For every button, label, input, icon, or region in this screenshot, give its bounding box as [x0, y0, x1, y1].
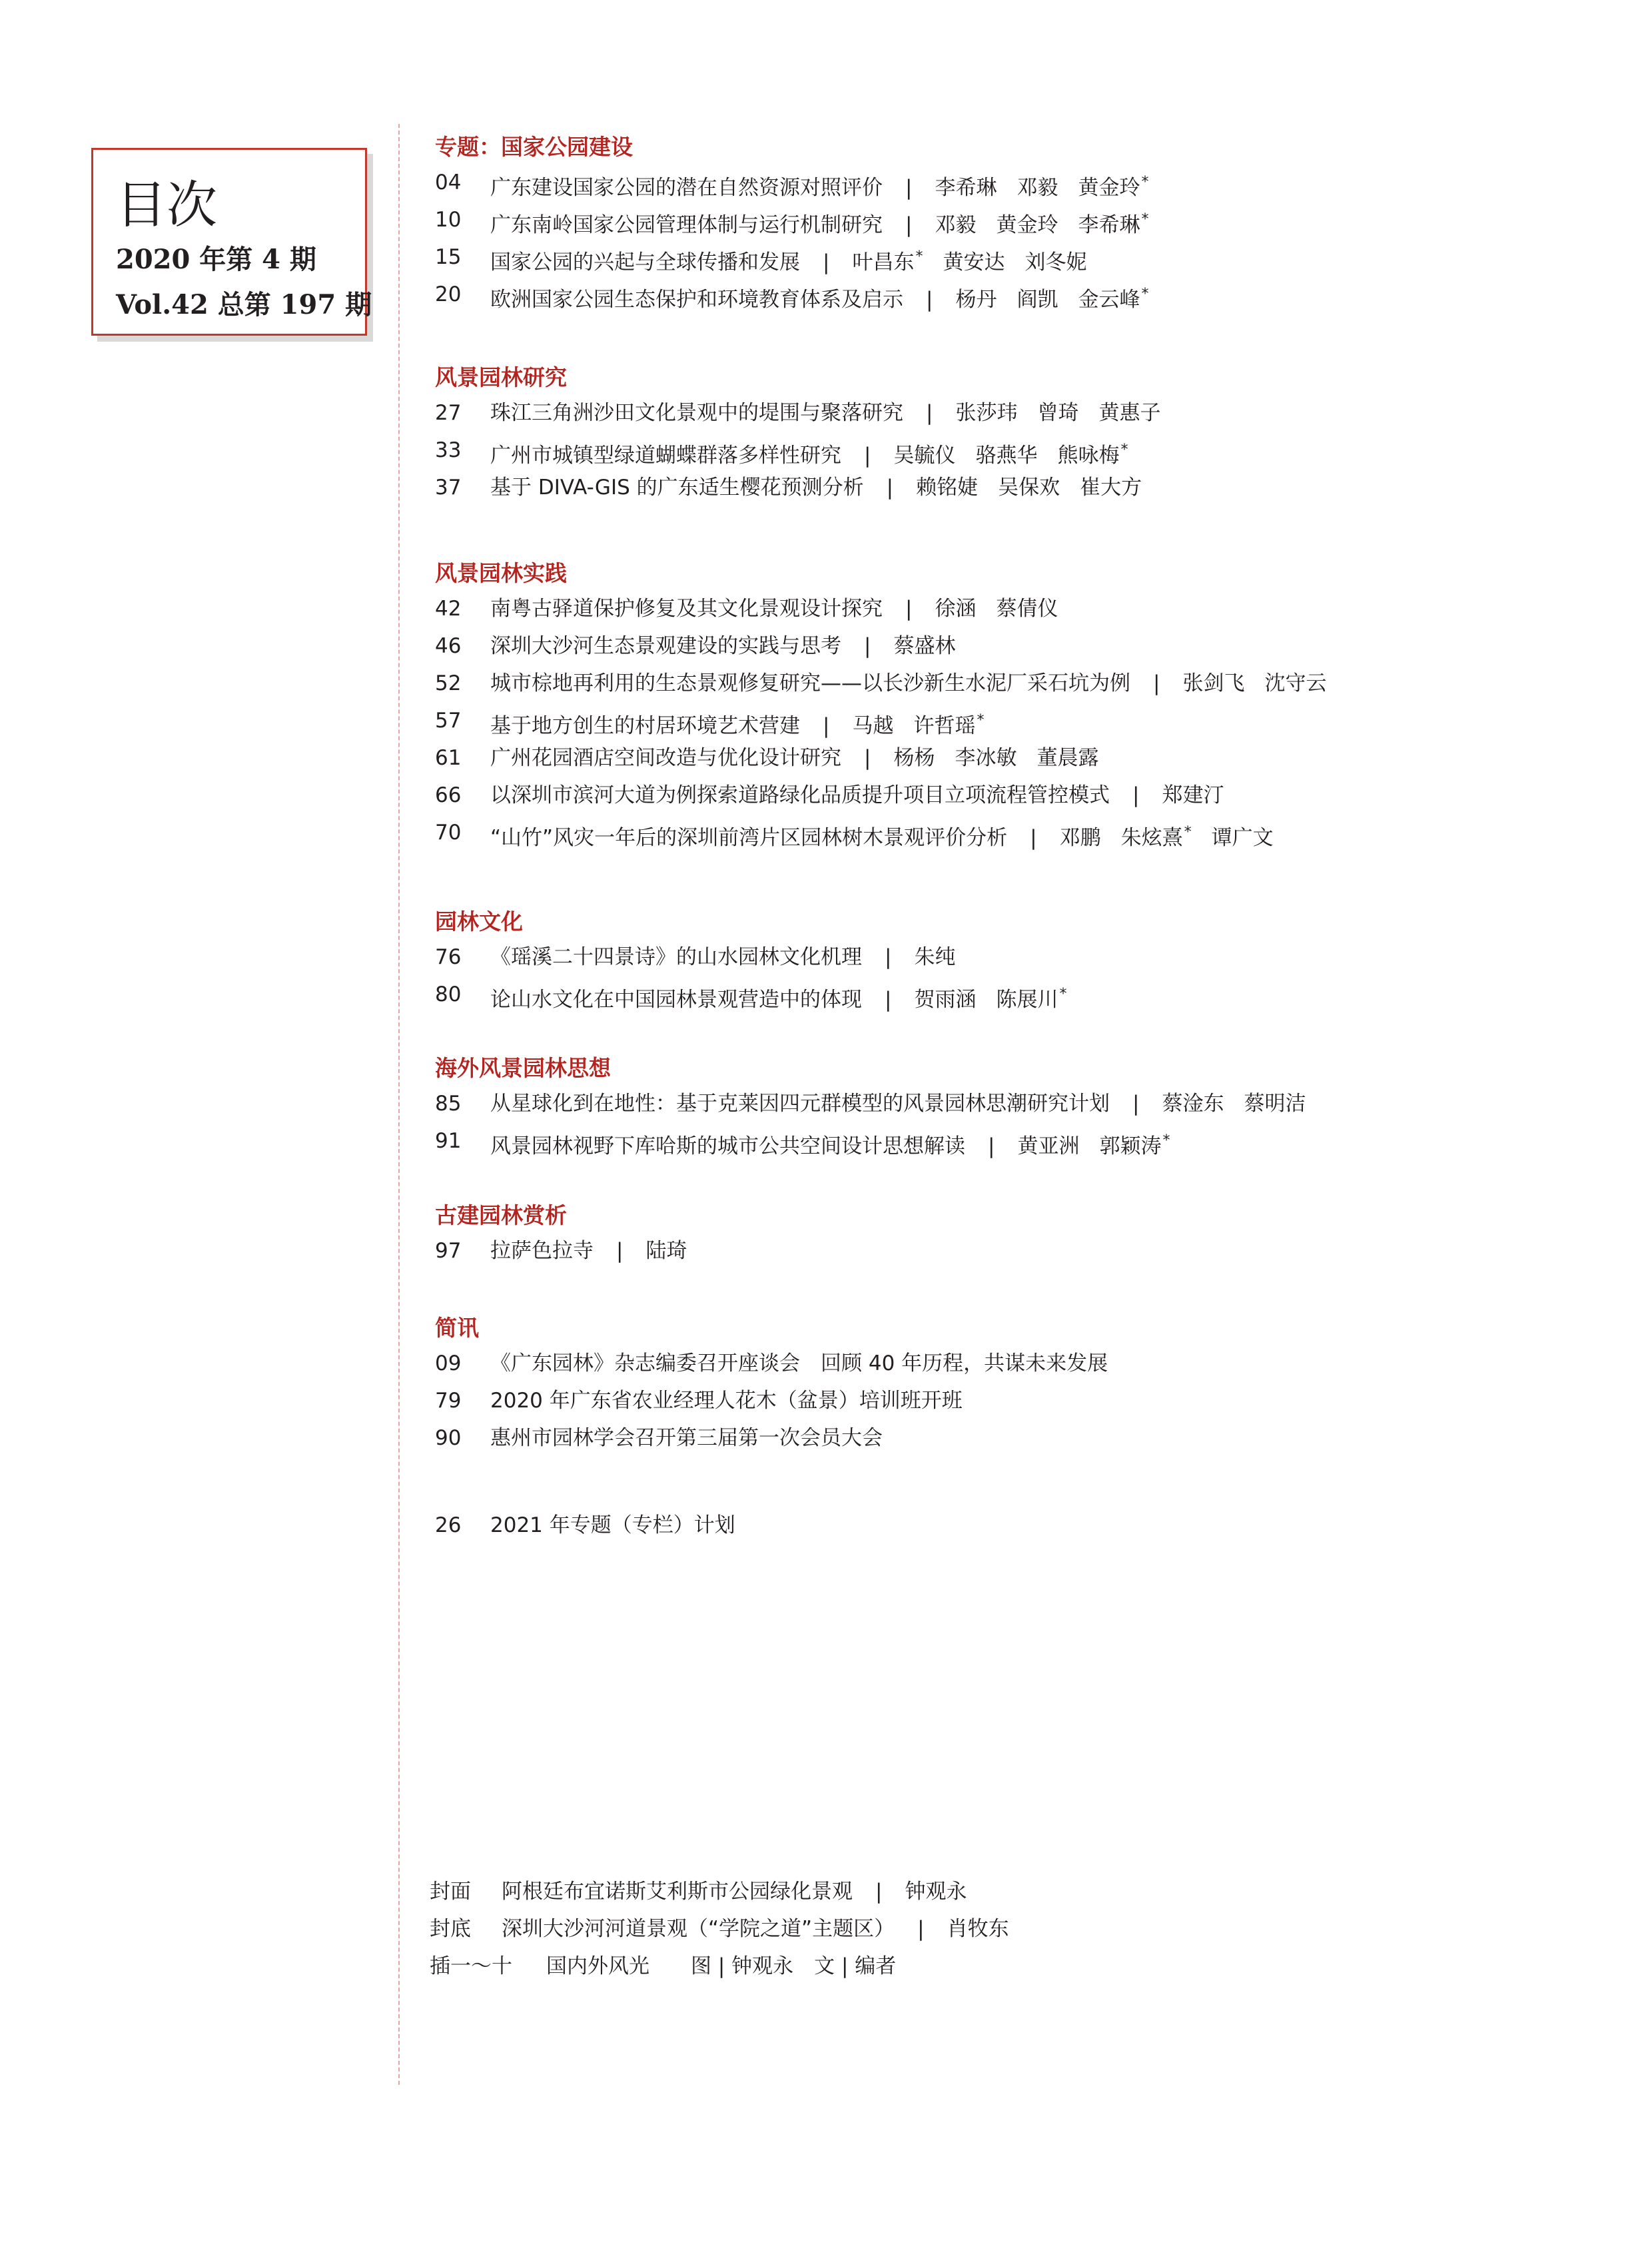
author-name: 杨杨: [893, 746, 935, 770]
credit-text: [502, 1873, 967, 1910]
article-title: [490, 627, 975, 665]
author-name: 陈展川*: [996, 986, 1067, 1012]
toc-section: [435, 131, 1634, 313]
credit-author: 钟观永: [905, 1880, 967, 1904]
page-number: 97: [435, 1239, 462, 1263]
toc-entry[interactable]: [435, 739, 1634, 777]
article-title-text: 广东建设国家公园的潜在自然资源对照评价: [490, 176, 883, 200]
toc-entry[interactable]: [435, 432, 1634, 469]
toc-entry[interactable]: [435, 201, 1634, 238]
separator-bar: |: [1132, 783, 1140, 807]
credit-label: 插一～十: [430, 1954, 512, 1978]
credit-label: 封底: [430, 1917, 471, 1941]
page-number: 91: [435, 1129, 462, 1153]
toc-section: [435, 1052, 1634, 1160]
article-title: [490, 1122, 1190, 1165]
author-name: 陆琦: [645, 1239, 687, 1263]
author-name: 蔡盛林: [893, 634, 956, 658]
page-number: 46: [435, 634, 462, 658]
author-name: 马越: [852, 714, 894, 738]
author-name: 黄惠子: [1098, 401, 1161, 425]
author-name: 崔大方: [1080, 476, 1142, 500]
toc-entry[interactable]: [435, 702, 1634, 739]
article-title: [490, 702, 1004, 745]
section-title: 风景园林研究: [435, 364, 567, 390]
separator-bar: |: [988, 1134, 995, 1158]
page-number: 70: [435, 821, 462, 845]
toc-section: [435, 1199, 1634, 1270]
article-title-text: 广州市城镇型绿道蝴蝶群落多样性研究: [490, 444, 841, 468]
separator-bar: |: [926, 288, 933, 312]
toc-entry[interactable]: [435, 976, 1634, 1013]
page-number: 57: [435, 709, 462, 733]
article-title-text: 深圳大沙河生态景观建设的实践与思考: [490, 634, 841, 658]
article-title-text: 广州花园酒店空间改造与优化设计研究: [490, 746, 841, 770]
author-name: 郭颖涛*: [1099, 1132, 1170, 1158]
page-number: 09: [435, 1351, 462, 1375]
credit-author: 肖牧东: [947, 1917, 1009, 1941]
author-name: 刘冬妮: [1025, 250, 1087, 274]
author-name: 朱纯: [914, 945, 956, 969]
article-title: [490, 777, 1244, 814]
separator-bar: |: [905, 213, 913, 237]
toc-entry[interactable]: [435, 1085, 1634, 1122]
credit-text: [502, 1910, 1009, 1948]
toc-entry[interactable]: [435, 590, 1634, 627]
article-title-text: 南粤古驿道保护修复及其文化景观设计探究: [490, 597, 883, 621]
author-name: 曾琦: [1037, 401, 1079, 425]
corresponding-author-mark: *: [1120, 442, 1128, 458]
toc-entry[interactable]: [435, 276, 1634, 313]
separator-bar: |: [616, 1239, 623, 1263]
credit-label: 封面: [430, 1880, 471, 1904]
page-number: 42: [435, 597, 462, 621]
author-name: 李希琳*: [1078, 211, 1149, 237]
page-number: 26: [435, 1513, 462, 1537]
masthead-title: 目次: [116, 175, 217, 234]
author-name: 熊咏梅*: [1057, 442, 1128, 468]
separator-bar: |: [905, 597, 913, 621]
author-name: 骆燕华: [975, 444, 1038, 468]
corresponding-author-mark: *: [1141, 211, 1149, 228]
article-title: [490, 1507, 735, 1544]
article-title-text: 以深圳市滨河大道为例探索道路绿化品质提升项目立项流程管控模式: [490, 783, 1110, 807]
author-name: 阎凯: [1017, 288, 1058, 312]
author-name: 蔡倩仪: [996, 597, 1058, 621]
article-title: [490, 1085, 1326, 1122]
page-number: 61: [435, 746, 462, 770]
dashed-divider: [398, 124, 400, 2085]
article-title-text: 基于 DIVA-GIS 的广东适生樱花预测分析: [490, 476, 864, 500]
separator-bar: |: [917, 1917, 925, 1941]
toc-section: [435, 557, 1634, 851]
toc-entry[interactable]: [435, 1507, 1634, 1544]
author-name: 黄金玲: [996, 213, 1058, 237]
author-name: 李希琳: [935, 176, 997, 200]
article-title-text: 论山水文化在中国园林景观营造中的体现: [490, 988, 862, 1012]
page-number: 20: [435, 282, 462, 306]
separator-bar: |: [823, 250, 830, 274]
page-number: 52: [435, 671, 462, 695]
toc-section: [435, 361, 1634, 506]
author-name: 徐涵: [935, 597, 977, 621]
article-title: [490, 469, 1162, 506]
author-name: 沈守云: [1264, 671, 1327, 695]
separator-bar: |: [864, 634, 871, 658]
section-title: 园林文化: [435, 909, 523, 934]
article-title: [490, 1345, 1108, 1382]
section-title: 海外风景园林思想: [435, 1055, 611, 1081]
author-name: 李冰敏: [955, 746, 1017, 770]
toc-entry[interactable]: [435, 1122, 1634, 1160]
section-title: 风景园林实践: [435, 560, 567, 586]
author-name: 蔡淦东: [1162, 1092, 1224, 1116]
corresponding-author-mark: *: [1059, 986, 1067, 1002]
author-name: 吴保欢: [998, 476, 1060, 500]
author-name: 张剑飞: [1182, 671, 1245, 695]
separator-bar: |: [864, 444, 871, 468]
author-name: 贺雨涵: [914, 988, 977, 1012]
article-title: [490, 1382, 963, 1419]
author-name: 黄金玲*: [1078, 174, 1149, 200]
article-title-text: 城市棕地再利用的生态景观修复研究——以长沙新生水泥厂采石坑为例: [490, 671, 1130, 695]
toc-entry[interactable]: [435, 1382, 1634, 1419]
article-title: [490, 739, 1118, 777]
toc-entry[interactable]: [435, 814, 1634, 851]
article-title: [490, 164, 1168, 206]
article-title: [490, 665, 1346, 702]
article-title-text: 国家公园的兴起与全球传播和发展: [490, 250, 800, 274]
toc-section: [435, 1311, 1634, 1457]
author-name: 董晨露: [1036, 746, 1099, 770]
page-number: 80: [435, 982, 462, 1006]
toc-entry[interactable]: [435, 164, 1634, 201]
page-number: 90: [435, 1426, 462, 1450]
article-title: [490, 201, 1168, 244]
toc-entry[interactable]: [435, 394, 1634, 432]
corresponding-author-mark: *: [1141, 174, 1149, 190]
toc-entry[interactable]: [435, 238, 1634, 276]
article-title: [490, 1232, 707, 1270]
credit-description: 阿根廷布宜诺斯艾利斯市公园绿化景观: [502, 1880, 853, 1904]
article-title: [490, 432, 1148, 474]
article-title: [490, 238, 1106, 281]
section-title: 简讯: [435, 1315, 479, 1341]
separator-bar: |: [1132, 1092, 1140, 1116]
corresponding-author-mark: *: [977, 712, 985, 729]
author-name: 黄安达: [943, 250, 1005, 274]
separator-bar: |: [905, 176, 913, 200]
article-title-text: 珠江三角洲沙田文化景观中的堤围与聚落研究: [490, 401, 903, 425]
separator-bar: |: [1030, 826, 1037, 850]
author-name: 赖铭婕: [916, 476, 979, 500]
article-title: [490, 814, 1294, 857]
corresponding-author-mark: *: [915, 248, 923, 265]
corresponding-author-mark: *: [1184, 824, 1192, 841]
toc-section: [435, 905, 1634, 1013]
author-name: 郑建汀: [1162, 783, 1224, 807]
article-title-text: 《广东园林》杂志编委召开座谈会 回顾 40 年历程，共谋未来发展: [490, 1351, 1108, 1375]
page-number: 10: [435, 208, 462, 232]
article-title: [490, 276, 1168, 318]
toc-entry[interactable]: [435, 627, 1634, 665]
author-name: 朱炫熹*: [1120, 824, 1192, 850]
article-title-text: 《瑶溪二十四景诗》的山水园林文化机理: [490, 945, 862, 969]
article-title-text: 2021 年专题（专栏）计划: [490, 1513, 735, 1537]
page-number: 85: [435, 1092, 462, 1116]
article-title: [490, 1419, 883, 1457]
article-title-text: 欧洲国家公园生态保护和环境教育体系及启示: [490, 288, 903, 312]
article-title-text: 拉萨色拉寺: [490, 1239, 594, 1263]
author-name: 许哲瑶*: [913, 712, 985, 738]
article-title-text: “山竹”风灾一年后的深圳前湾片区园林树木景观评价分析: [490, 826, 1008, 850]
toc-entry[interactable]: [435, 938, 1634, 976]
credit-text: [546, 1948, 896, 1985]
article-title: [490, 394, 1180, 432]
credit-description: 深圳大沙河河道景观（“学院之道”主题区）: [502, 1917, 895, 1941]
toc-entry[interactable]: [435, 1419, 1634, 1457]
author-name: 邓鹏: [1059, 826, 1101, 850]
corresponding-author-mark: *: [1162, 1132, 1170, 1149]
page-number: 79: [435, 1389, 462, 1413]
section-title: 专题：国家公园建设: [435, 134, 633, 160]
toc-entry[interactable]: [435, 469, 1634, 506]
author-name: 邓毅: [1017, 176, 1058, 200]
volume-number: Vol.42 总第 197 期: [116, 289, 372, 320]
article-title: [490, 938, 975, 976]
article-title-text: 从星球化到在地性：基于克莱因四元群模型的风景园林思潮研究计划: [490, 1092, 1110, 1116]
article-title-text: 惠州市园林学会召开第三届第一次会员大会: [490, 1426, 883, 1450]
article-title-text: 2020 年广东省农业经理人花木（盆景）培训班开班: [490, 1389, 963, 1413]
author-name: 吴毓仪: [893, 444, 956, 468]
page-number: 76: [435, 945, 462, 969]
page-number: 04: [435, 171, 462, 194]
article-title: [490, 976, 1086, 1018]
masthead-box: [91, 148, 372, 336]
separator-bar: |: [864, 746, 871, 770]
separator-bar: |: [885, 945, 892, 969]
author-name: 谭广文: [1211, 826, 1274, 850]
author-name: 邓毅: [935, 213, 977, 237]
toc-entry[interactable]: [435, 1345, 1634, 1382]
separator-bar: |: [926, 401, 933, 425]
credit-description: 国内外风光 图 | 钟观永 文 | 编者: [546, 1954, 897, 1978]
page-number: 66: [435, 783, 462, 807]
author-name: 叶昌东*: [852, 248, 923, 274]
page-number: 27: [435, 401, 462, 425]
article-title: [490, 590, 1078, 627]
toc-entry[interactable]: [435, 777, 1634, 814]
author-name: 黄亚洲: [1017, 1134, 1080, 1158]
author-name: 蔡明洁: [1244, 1092, 1306, 1116]
issue-number: 2020 年第 4 期: [116, 244, 316, 275]
separator-bar: |: [885, 988, 892, 1012]
separator-bar: |: [875, 1880, 883, 1904]
toc-section: [435, 1507, 1634, 1544]
author-name: 杨丹: [955, 288, 997, 312]
article-title-text: 风景园林视野下库哈斯的城市公共空间设计思想解读: [490, 1134, 965, 1158]
separator-bar: |: [1153, 671, 1160, 695]
toc-entry[interactable]: [435, 1232, 1634, 1270]
section-title: 古建园林赏析: [435, 1202, 567, 1228]
page-number: 37: [435, 476, 462, 500]
author-name: 金云峰*: [1078, 286, 1149, 312]
article-title-text: 基于地方创生的村居环境艺术营建: [490, 714, 800, 738]
author-name: 张莎玮: [955, 401, 1018, 425]
toc-entry[interactable]: [435, 665, 1634, 702]
page-number: 15: [435, 245, 462, 269]
separator-bar: |: [823, 714, 830, 738]
article-title-text: 广东南岭国家公园管理体制与运行机制研究: [490, 213, 883, 237]
separator-bar: |: [886, 476, 894, 500]
corresponding-author-mark: *: [1141, 286, 1149, 302]
page-number: 33: [435, 438, 462, 462]
